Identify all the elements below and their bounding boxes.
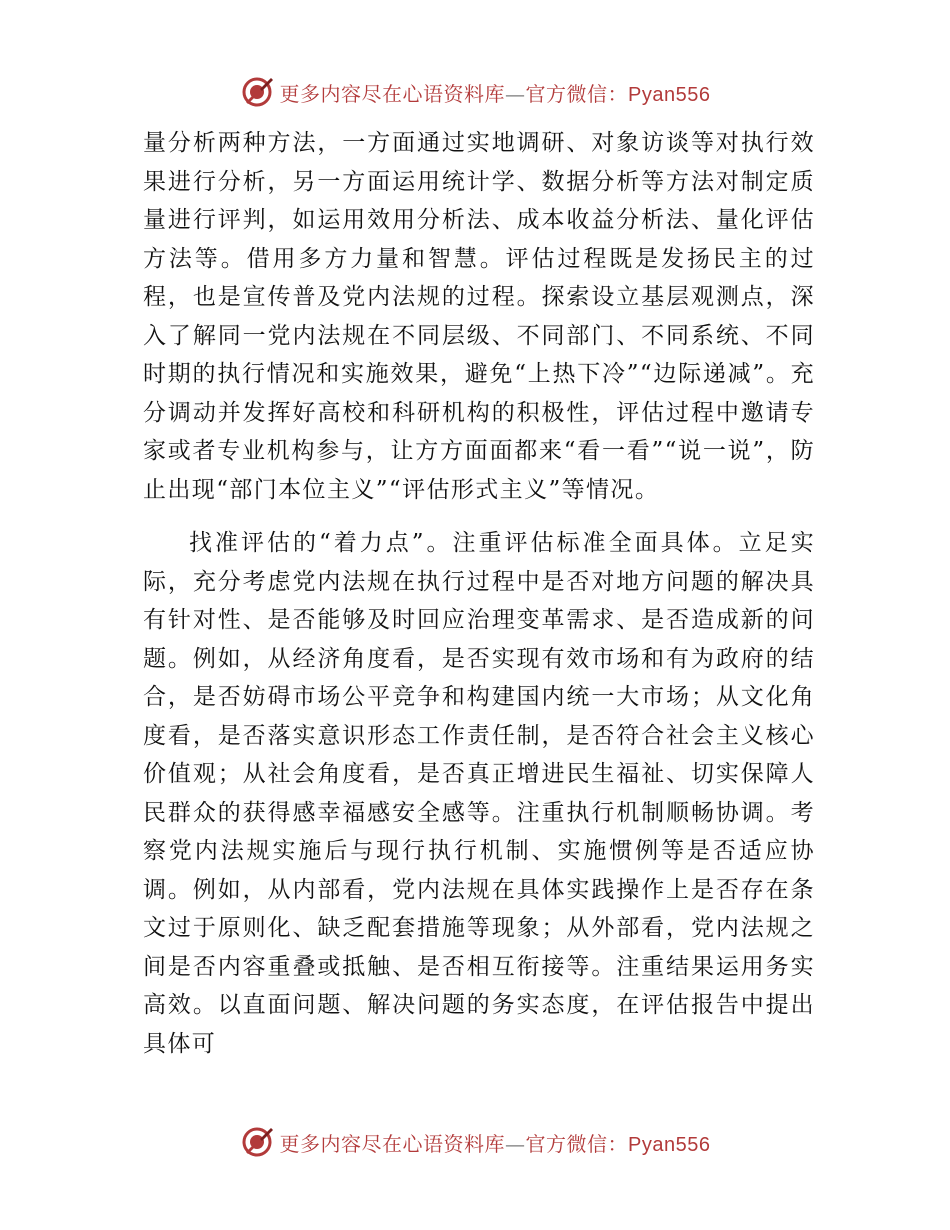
article-body (143, 124, 815, 1063)
footer-banner (0, 1122, 950, 1162)
pen-logo-icon (240, 1125, 274, 1159)
footer-separator: — (505, 1131, 526, 1156)
header-separator: — (505, 81, 526, 106)
header-promo-text: 更多内容尽在心语资料库 (279, 81, 506, 106)
footer-promo-text: 更多内容尽在心语资料库 (279, 1131, 506, 1156)
footer-wechat-id: Pyan556 (628, 1133, 711, 1156)
footer-wechat-label: 官方微信： (525, 1131, 629, 1156)
pen-logo-icon (240, 75, 274, 109)
paragraph-2: 找准评估的“着力点”。注重评估标准全面具体。立足实际，充分考虑党内法规在执行过程中是否对地方问题的解决具有针对性、是否能够及时回应治理变革需求、是否造成新的问题。例如，从经济角度看，是否实现有效市场和有为政府的结合，是否妨碍市场公平竞争和构建国内统一大市场；从文化角度看，是否落实意识形态工作责任制，是否符合社会主义核心价值观；从社会角度看，是否真正增进民生福祉、切实保障人民群众的获得感幸福感安全感等。注重执行机制顺畅协调。考察党内法规实施后与现行执行机制、实施惯例等是否适应协调。例如，从内部看，党内法规在具体实践操作上是否存在条文过于原则化、缺乏配套措施等现象；从外部看，党内法规之间是否内容重叠或抵触、是否相互衔接等。注重结果运用务实高效。以直面问题、解决问题的务实态度，在评估报告中提出具体可 (143, 530, 815, 1057)
paragraph-1: 量分析两种方法，一方面通过实地调研、对象访谈等对执行效果进行分析，另一方面运用统计学、数据分析等方法对制定质量进行评判，如运用效用分析法、成本收益分析法、量化评估方法等。借用多方力量和智慧。评估过程既是发扬民主的过程，也是宣传普及党内法规的过程。探索设立基层观测点，深入了解同一党内法规在不同层级、不同部门、不同系统、不同时期的执行情况和实施效果，避免“上热下冷”“边际递减”。充分调动并发挥好高校和科研机构的积极性，评估过程中邀请专家或者专业机构参与，让方方面面都来“看一看”“说一说”，防止出现“部门本位主义”“评估形式主义”等情况。 (143, 130, 815, 503)
header-banner (0, 72, 950, 112)
header-wechat-label: 官方微信： (525, 81, 629, 106)
header-wechat-id: Pyan556 (628, 83, 711, 106)
